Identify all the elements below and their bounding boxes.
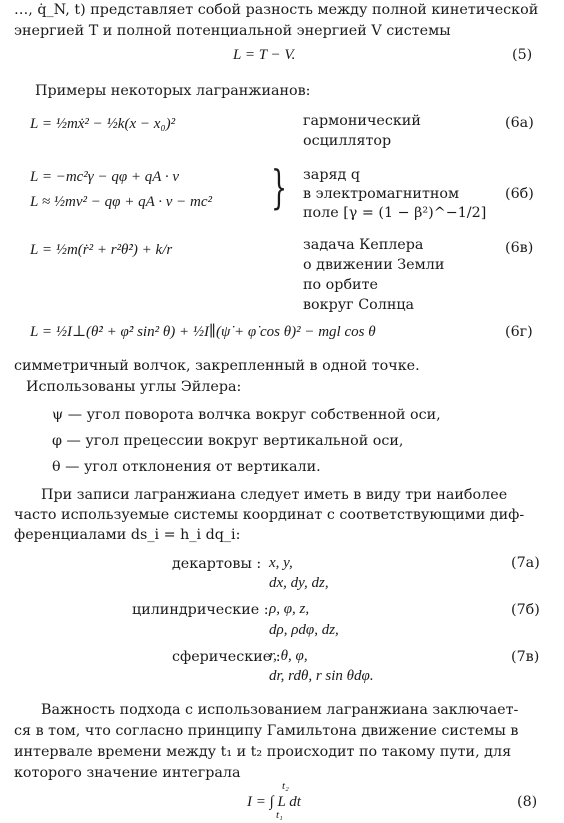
spherical-label: сферические : [172,649,281,665]
equation-6b-number: (6б) [505,186,534,202]
intro-line-2: энергией T и полной потенциальной энергией V системы [14,23,451,39]
top-line: симметричный волчок, закрепленный в одной точке. [14,358,420,374]
equation-6a-number: (6а) [505,115,534,131]
equation-6b-label-line-3: поле [γ = (1 − β²)^−1/2] [303,205,487,221]
paragraph-2-line-3: ференциалами ds_i = h_i dq_i: [14,527,241,543]
euler-heading: Использованы углы Эйлера: [26,379,242,395]
equation-8-lower-limit: t₁ [276,809,283,821]
theta-definition: θ — угол отклонения от вертикали. [52,459,321,475]
spherical-differentials: dr, rdθ, r sin θdφ. [269,668,374,684]
psi-definition: ψ — угол поворота волчка вокруг собственной оси, [52,407,441,423]
equation-6b-line-2: L ≈ ½mv² − qφ + qA · v − mc² [30,194,212,210]
paragraph-3-line-1: Важность подхода с использованием лагранжиана заключает- [41,702,519,718]
equation-6b-line-1: L = −mc²γ − qφ + qA · v [30,169,180,185]
equation-7v-number: (7в) [511,649,540,665]
equation-6g-number: (6г) [505,324,533,340]
equation-6v-label-line-2: о движении Земли [303,257,445,273]
spherical-coords: r, θ, φ, [269,648,308,664]
equation-6a: L = ½mẋ² − ½k(x − x₀)² [30,116,176,132]
equation-6a-label-line-2: осциллятор [303,133,392,149]
curly-brace: } [271,160,288,214]
cylindrical-coords: ρ, φ, z, [269,601,310,617]
equation-5: L = T − V. [233,47,296,63]
equation-6v-label-line-3: по орбите [303,277,378,293]
equation-6v-label-line-1: задача Кеплера [303,237,424,253]
intro-line-1: …, q̇_N, t) представляет собой разность между полной кинетической [14,2,539,18]
paragraph-3-line-3: интервале времени между t₁ и t₂ происходит по такому пути, для [14,744,512,760]
equation-7a-number: (7а) [511,555,540,571]
examples-heading: Примеры некоторых лагранжианов: [35,83,311,99]
cartesian-label: декартовы : [172,556,262,572]
equation-8-upper-limit: t₂ [282,780,289,792]
phi-definition: φ — угол прецессии вокруг вертикальной оси, [52,433,404,449]
cylindrical-label: цилиндрические : [132,602,269,618]
equation-6v: L = ½m(ṙ² + r²θ̇²) + k/r [30,242,173,258]
equation-6b-label-line-2: в электромагнитном [303,186,460,202]
equation-8: I = ∫ L dt [247,794,301,810]
equation-6g: L = ½I⊥(θ̇² + φ̇² sin² θ) + ½I∥(ψ̇ + φ̇ cos θ)² − mgl cos θ [30,324,376,340]
paragraph-3-line-2: ся в том, что согласно принципу Гамильтона движение системы в [14,723,519,739]
paragraph-2-line-1: При записи лагранжиана следует иметь в виду три наиболее [41,487,508,503]
equation-6v-number: (6в) [505,240,534,256]
equation-6a-label-line-1: гармонический [303,113,421,129]
cylindrical-differentials: dρ, ρdφ, dz, [269,622,339,638]
paragraph-3-line-4: которого значение интеграла [14,765,241,781]
paragraph-2-line-2: часто используемые системы координат с соответствующими диф- [14,507,525,523]
equation-6v-label-line-4: вокруг Солнца [303,297,415,313]
equation-7b-number: (7б) [511,602,540,618]
cartesian-differentials: dx, dy, dz, [269,575,329,591]
equation-6b-label-line-1: заряд q [303,167,360,183]
equation-8-number: (8) [517,794,538,810]
cartesian-coords: x, y, [269,555,293,571]
equation-5-number: (5) [512,47,533,63]
